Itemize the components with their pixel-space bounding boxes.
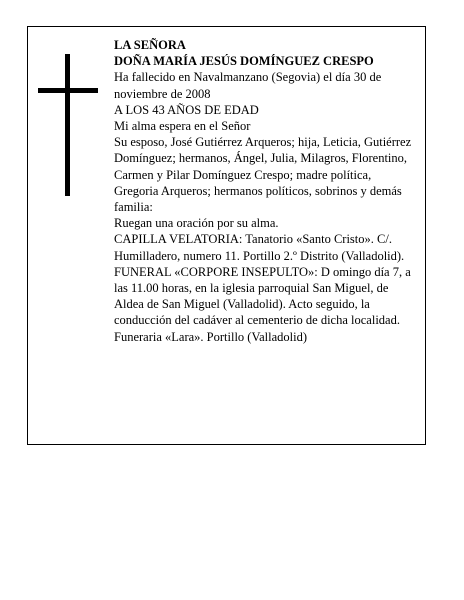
prayer-request: Ruegan una oración por su alma. <box>114 216 279 231</box>
funeral-info: FUNERAL «CORPORE INSEPULTO»: D omingo día 7, a las 11.00 horas, en la iglesia parroquial San Miguel, de Aldea de San Miguel (Valladolid). Acto seguido, la conducción del cadáver al cementerio de dicha localidad. <box>114 264 411 328</box>
age-line: A LOS 43 AÑOS DE EDAD <box>114 102 259 117</box>
chapel-info: CAPILLA VELATORIA: Tanatorio «Santo Cristo». C/. Humilladero, numero 11. Portillo 2.º Distrito (Valladolid). <box>114 232 405 263</box>
motto: Mi alma espera en el Señor <box>114 119 251 134</box>
funeral-home: Funeraria «Lara». Portillo (Valladolid) <box>114 329 307 344</box>
cross-horizontal-bar <box>38 88 98 93</box>
cross-icon <box>38 54 98 196</box>
notice-title: LA SEÑORA <box>114 38 186 52</box>
death-announcement: Ha fallecido en Navalmanzano (Segovia) el día 30 de noviembre de 2008 <box>114 70 382 101</box>
deceased-name: DOÑA MARÍA JESÚS DOMÍNGUEZ CRESPO <box>114 54 374 69</box>
notice-text <box>114 37 414 345</box>
cross-vertical-bar <box>65 54 70 196</box>
family-list: Su esposo, José Gutiérrez Arqueros; hija, Leticia, Gutiérrez Domínguez; hermanos, Ángel, Julia, Milagros, Florentino, Carmen y Pilar Domínguez Crespo; madre política, Gregoria Arqueros; hermanos políticos, sobrinos y demás familia: <box>114 135 412 215</box>
